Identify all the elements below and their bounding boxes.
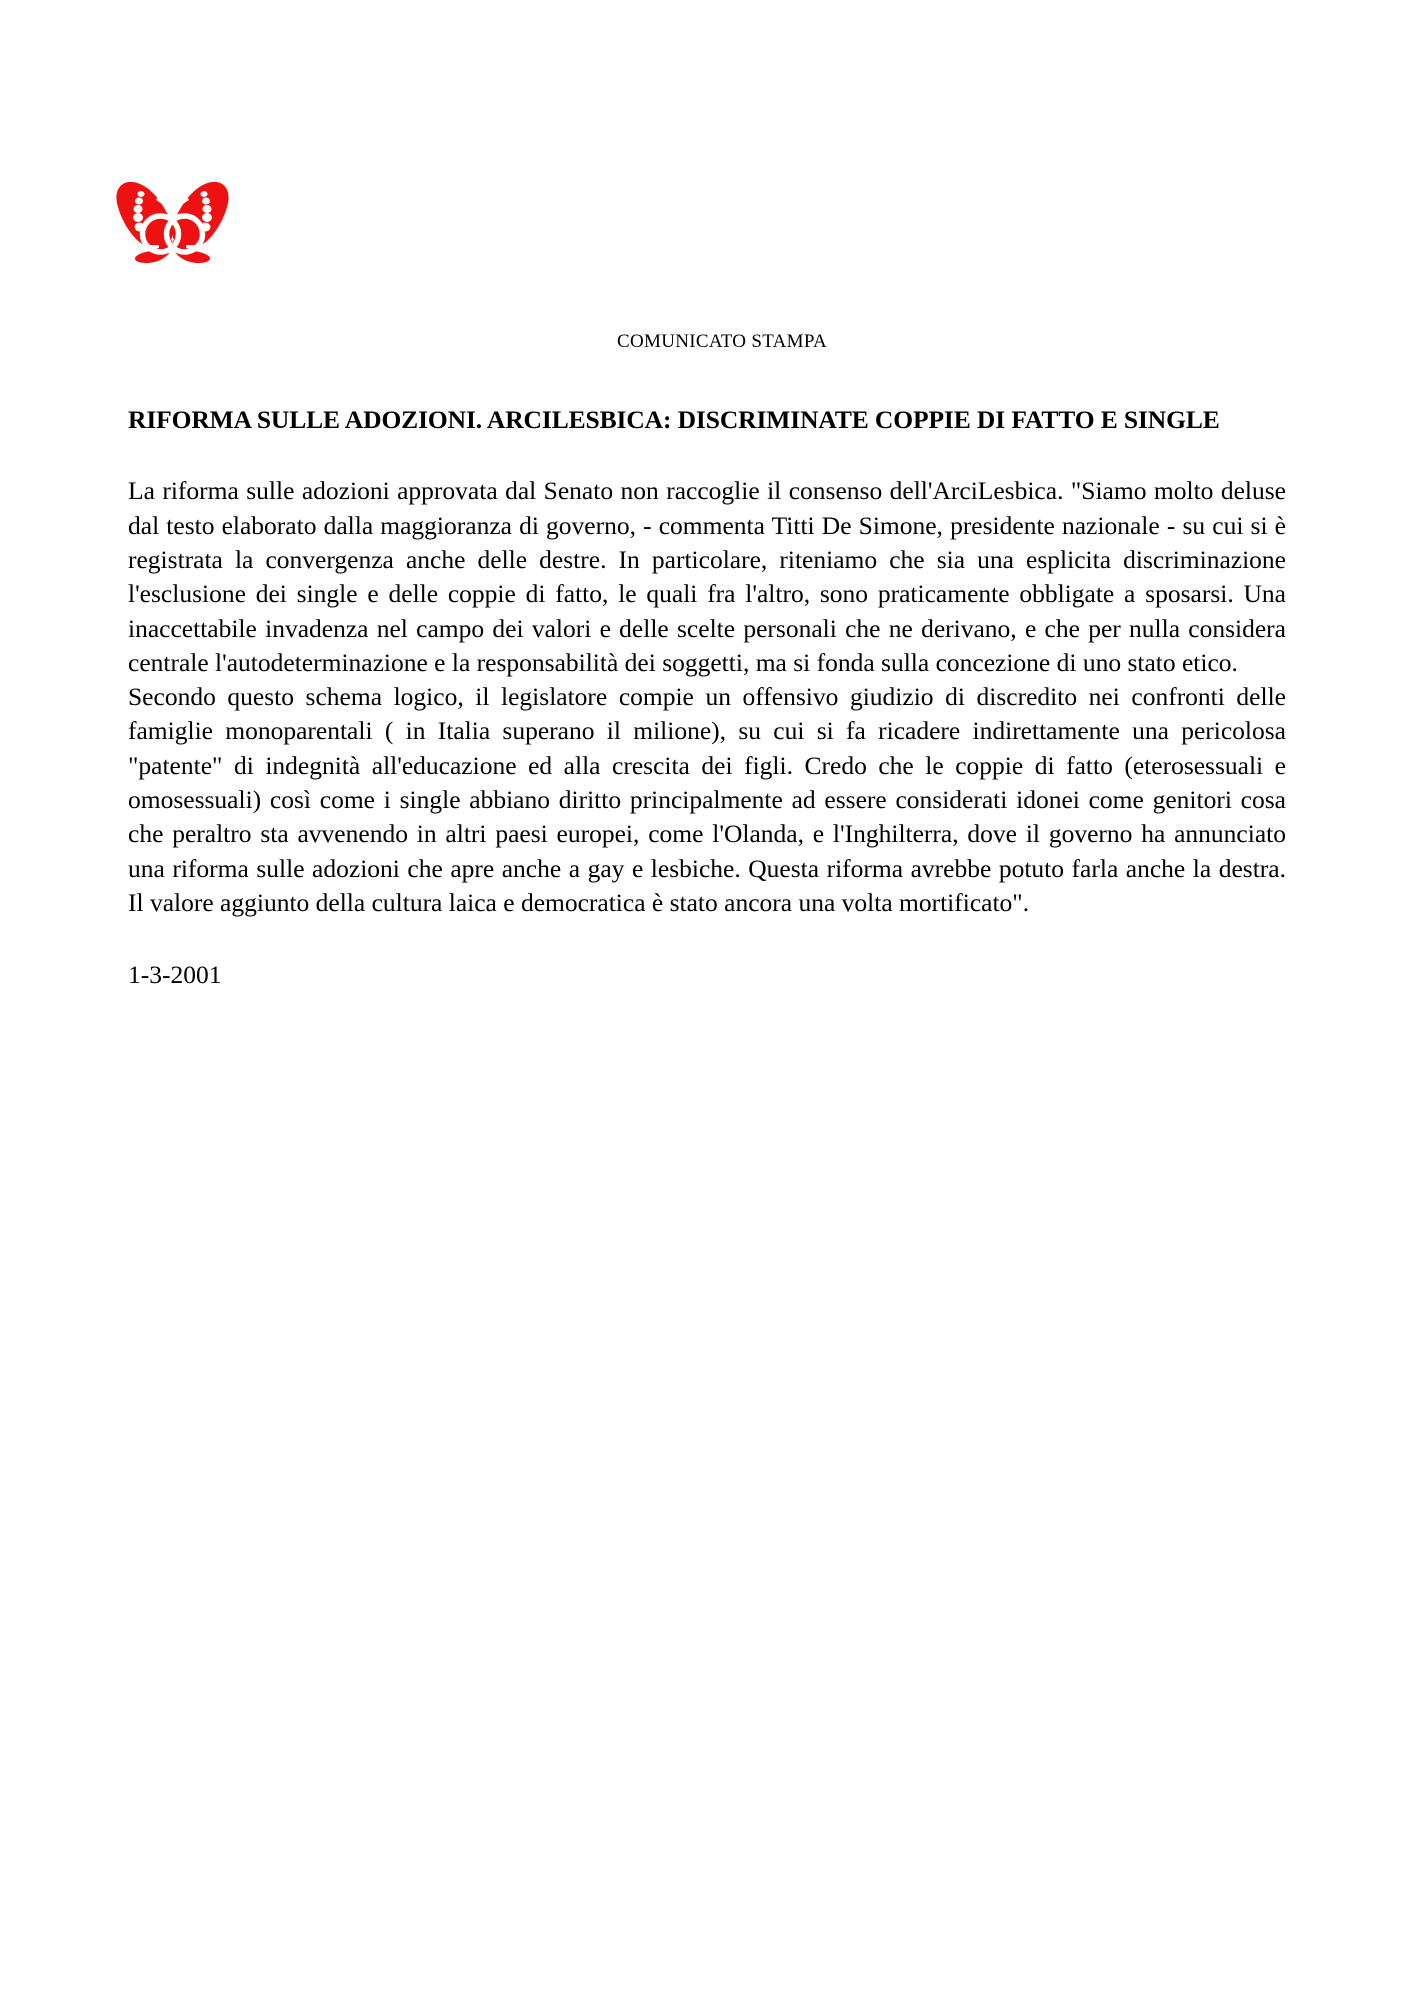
butterfly-icon [110,170,235,265]
arcilesbica-butterfly-logo [110,170,235,265]
page-title: RIFORMA SULLE ADOZIONI. ARCILESBICA: DISCRIMINATE COPPIE DI FATTO E SINGLE [128,404,1220,434]
document-kicker: COMUNICATO STAMPA [617,331,827,352]
body-paragraph-2: Secondo questo schema logico, il legislatore compie un offensivo giudizio di discredito nei confronti delle famiglie monoparentali ( in Italia superano il milione), su cui si fa ricadere indirettamente una pericolosa "patente" di indegnità all'educazione ed alla crescita dei figli. Credo che le coppie di fatto (eterosessuali e omosessuali) così come i single abbiano diritto principalmente ad essere considerati idonei come genitori cosa che peraltro sta avvenendo in altri paesi europei, come l'Olanda, e l'Inghilterra, dove il governo ha annunciato una riforma sulle adozioni che apre anche a gay e lesbiche. Questa riforma avrebbe potuto farla anche la destra. Il valore aggiunto della cultura laica e democratica è stato ancora una volta mortificato". [128,682,1286,917]
body-paragraph-1: La riforma sulle adozioni approvata dal Senato non raccoglie il consenso dell'ArciLesbica. "Siamo molto deluse dal testo elaborato dalla maggioranza di governo, - commenta Titti De Simone, presidente nazionale - su cui si è registrata la convergenza anche delle destre. In particolare, riteniamo che sia una esplicita discriminazione l'esclusione dei single e delle coppie di fatto, le quali fra l'altro, sono praticamente obbligate a sposarsi. Una inaccettabile invadenza nel campo dei valori e delle scelte personali che ne derivano, e che per nulla considera centrale l'autodeterminazione e la responsabilità dei soggetti, ma si fonda sulla concezione di uno stato etico. [128,476,1286,677]
document-content [128,330,1286,993]
document-date: 1-3-2001 [128,960,222,990]
